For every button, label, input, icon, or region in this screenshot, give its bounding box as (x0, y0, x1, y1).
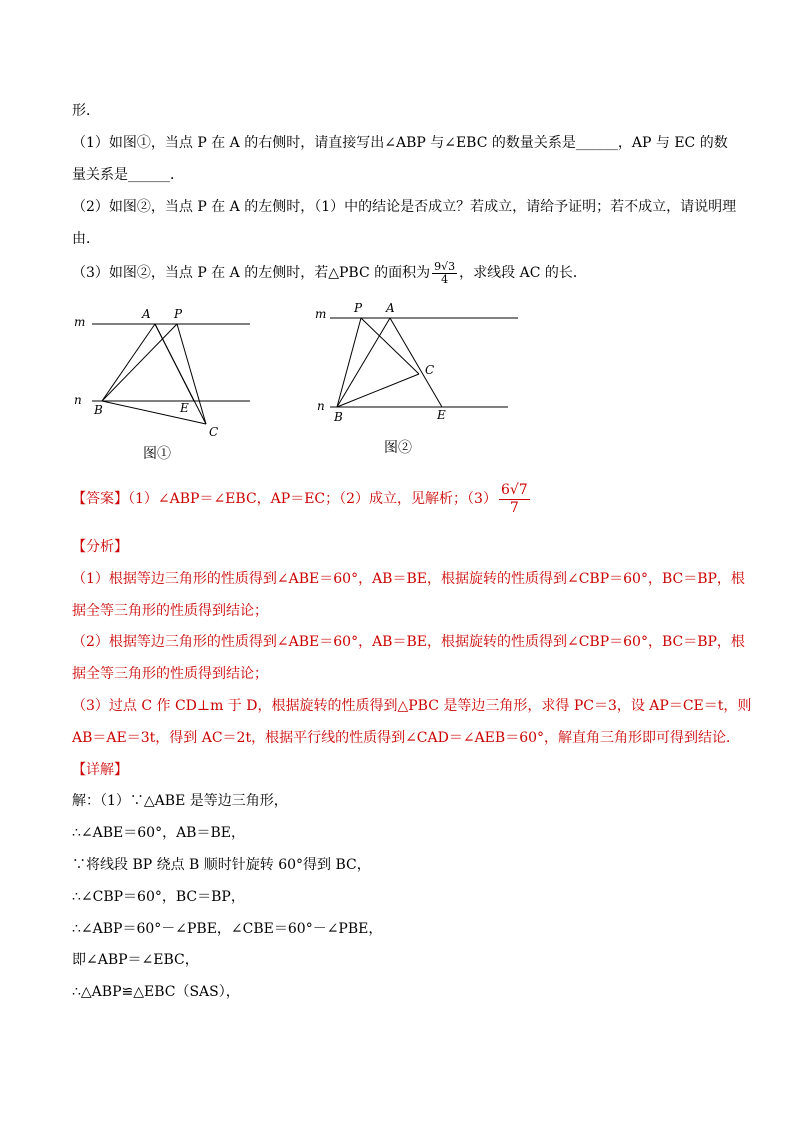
detail-tag: 【详解】 (72, 762, 128, 778)
segment-BA (102, 324, 155, 401)
detail-line: 即∠ABP＝∠EBC， (72, 952, 199, 968)
answer-tag: 【答案】 (72, 491, 128, 507)
question-2-line-2: 由． (72, 231, 100, 247)
q3-text-a: （3）如图②，当点 P 在 A 的左侧时，若△PBC 的面积为 (72, 265, 431, 281)
area-fraction (432, 261, 457, 286)
label-B: B (334, 410, 343, 424)
label-C: C (209, 425, 219, 439)
segment-AE (390, 318, 442, 407)
segment-BP (337, 318, 361, 407)
label-C: C (425, 363, 435, 377)
analysis-tag: 【分析】 (72, 539, 128, 555)
label-A: A (386, 301, 395, 315)
analysis-line: （3）过点 C 作 CD⊥m 于 D，根据旋转的性质得到△PBC 是等边三角形，求得 PC＝3，设 AP＝CE＝t，则 (72, 698, 752, 714)
label-P: P (174, 307, 183, 321)
analysis-line: （1）根据等边三角形的性质得到∠ABE＝60°，AB＝BE，根据旋转的性质得到∠CBP＝60°，BC＝BP，根 (72, 571, 745, 587)
question-1-line-1 (72, 134, 728, 152)
label-n: n (74, 393, 82, 407)
segment-PC (361, 318, 419, 374)
answer-fraction-denominator: 7 (509, 499, 519, 516)
detail-line: ∵将线段 BP 绕点 B 顺时针旋转 60°得到 BC， (72, 857, 371, 873)
question-1-line-2 (72, 166, 184, 184)
q1-text-b: ，AP 与 EC 的数 (617, 135, 728, 151)
label-A: A (142, 307, 151, 321)
detail-line: ∴∠CBP＝60°，BC＝BP， (72, 889, 245, 905)
problem-line-0: 形． (72, 103, 100, 119)
segment-BP (102, 324, 177, 401)
figure-1-diagram (70, 300, 260, 445)
label-n: n (317, 399, 325, 413)
answer-text: （1）∠ABP＝∠EBC，AP＝EC；（2）成立，见解析；（3） (128, 491, 497, 507)
figure-2-caption: 图② (384, 440, 412, 456)
analysis-line: 据全等三角形的性质得到结论； (72, 666, 268, 682)
figure-1-caption: 图① (143, 446, 171, 462)
detail-line: ∴△ABP≌△EBC（SAS）， (72, 984, 240, 1000)
answer-line (72, 478, 532, 520)
q1-blank-1: ______ (575, 135, 618, 151)
label-E: E (180, 401, 189, 415)
detail-line: ∴∠ABP＝60°－∠PBE，∠CBE＝60°－∠PBE， (72, 921, 383, 937)
label-E: E (437, 408, 446, 422)
answer-fraction (499, 482, 530, 517)
analysis-line: 据全等三角形的性质得到结论； (72, 603, 268, 619)
label-m: m (74, 315, 86, 329)
question-3-line (72, 258, 587, 288)
segment-BC (102, 401, 206, 424)
answer-fraction-numerator: 6√7 (500, 481, 528, 498)
label-m: m (315, 307, 327, 321)
analysis-line: AB＝AE＝3t，得到 AC＝2t，根据平行线的性质得到∠CAD＝∠AEB＝60°，解直角三角形即可得到结论． (72, 730, 741, 746)
label-B: B (94, 403, 103, 417)
q1-blank-2: ______ (128, 167, 170, 183)
q3-text-b: ，求线段 AC 的长． (459, 265, 587, 281)
question-2-line-1: （2）如图②，当点 P 在 A 的左侧时，（1）中的结论是否成立？若成立，请给予证明；若不成立，请说明理 (72, 199, 737, 215)
segment-BC (337, 374, 419, 407)
label-P: P (354, 301, 363, 315)
analysis-line: （2）根据等边三角形的性质得到∠ABE＝60°，AB＝BE，根据旋转的性质得到∠CBP＝60°，BC＝BP，根 (72, 634, 745, 650)
figure-2-diagram (312, 295, 527, 430)
segment-BA (337, 318, 390, 407)
area-fraction-numerator: 9√3 (434, 259, 456, 273)
detail-line: 解：（1）∵△ABE 是等边三角形， (72, 793, 288, 809)
q1-text-c: 量关系是 (72, 167, 128, 183)
q1-text-d: ． (170, 167, 184, 183)
q1-text-a: （1）如图①，当点 P 在 A 的右侧时，请直接写出∠ABP 与∠EBC 的数量关系是 (72, 135, 576, 151)
area-fraction-denominator: 4 (441, 272, 449, 286)
detail-line: ∴∠ABE＝60°，AB＝BE， (72, 825, 245, 841)
